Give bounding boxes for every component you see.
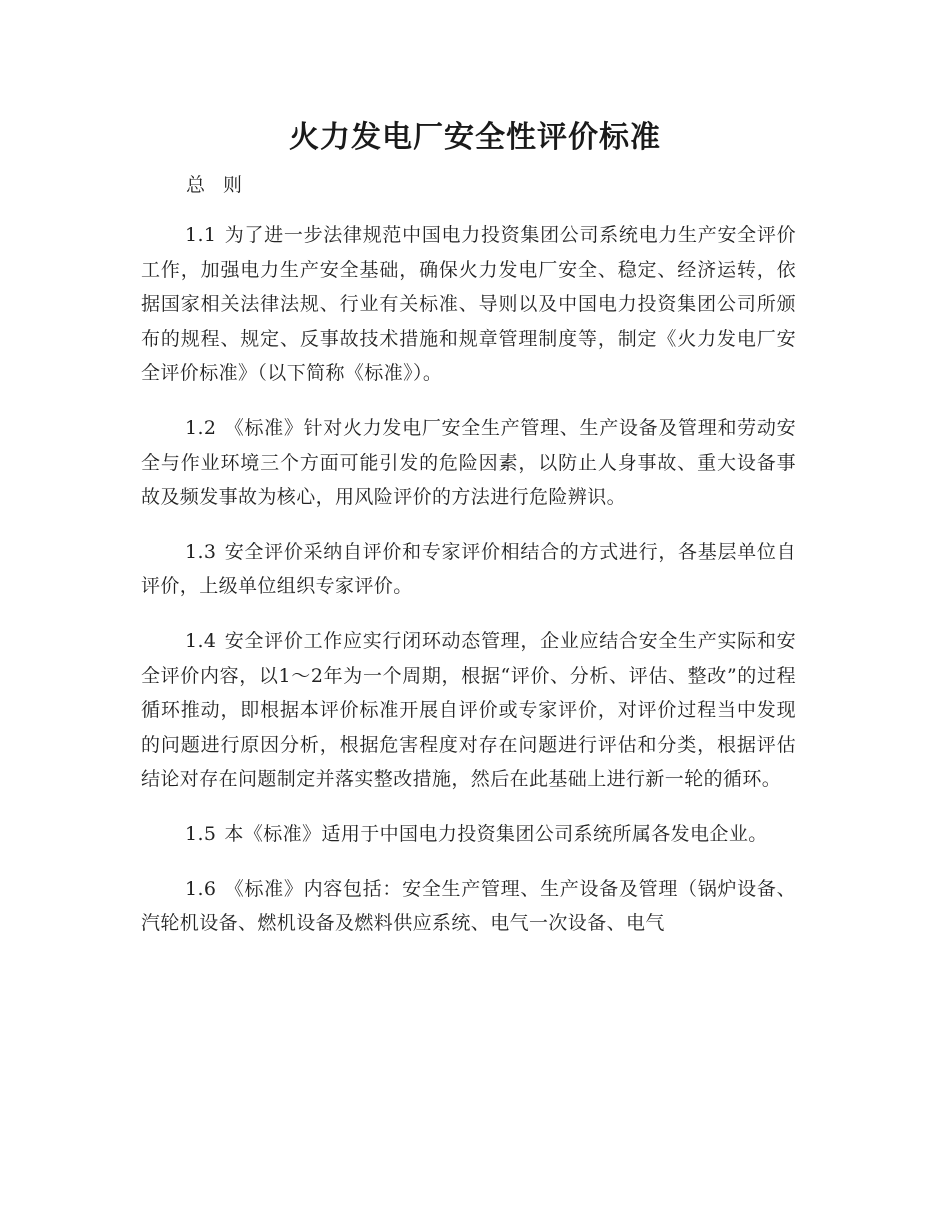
paragraph-number: 1.3: [185, 540, 217, 563]
paragraph-1-2: [141, 411, 796, 515]
paragraph-1-1: [141, 218, 796, 391]
paragraph-1-3: [141, 535, 796, 604]
paragraph-1-4: [141, 624, 796, 797]
paragraph-number: 1.6: [185, 877, 217, 900]
paragraph-text: 安全评价采纳自评价和专家评价相结合的方式进行，各基层单位自评价，上级单位组织专家评价。: [141, 540, 796, 598]
paragraph-number: 1.1: [185, 224, 217, 246]
paragraph-number: 1.2: [185, 416, 217, 439]
document-body: [141, 218, 796, 961]
paragraph-text: 为了进一步法律规范中国电力投资集团公司系统电力生产安全评价工作，加强电力生产安全基础，确保火力发电厂安全、稳定、经济运转，依据国家相关法律法规、行业有关标准、导则以及中国电力投资集团公司所颁布的规程、规定、反事故技术措施和规章管理制度等，制定《火力发电厂安全评价标准》（以下简称《标准》）。: [141, 224, 796, 385]
paragraph-number: 1.5: [185, 822, 217, 845]
paragraph-text: 本《标准》适用于中国电力投资集团公司系统所属各发电企业。: [224, 822, 768, 845]
document-title: 火力发电厂安全性评价标准: [289, 120, 661, 155]
paragraph-1-5: [141, 817, 796, 852]
section-heading: 总 则: [186, 174, 249, 196]
paragraph-text: 《标准》内容包括：安全生产管理、生产设备及管理（锅炉设备、汽轮机设备、燃机设备及燃料供应系统、电气一次设备、电气: [141, 877, 796, 935]
paragraph-1-6: [141, 872, 796, 941]
paragraph-text: 安全评价工作应实行闭环动态管理，企业应结合安全生产实际和安全评价内容，以1～2年为一个周期，根据“评价、分析、评估、整改”的过程循环推动，即根据本评价标准开展自评价或专家评价，对评价过程当中发现的问题进行原因分析，根据危害程度对存在问题进行评估和分类，根据评估结论对存在问题制定并落实整改措施，然后在此基础上进行新一轮的循环。: [141, 629, 796, 791]
paragraph-number: 1.4: [185, 629, 217, 652]
paragraph-text: 《标准》针对火力发电厂安全生产管理、生产设备及管理和劳动安全与作业环境三个方面可能引发的危险因素，以防止人身事故、重大设备事故及频发事故为核心，用风险评价的方法进行危险辨识。: [141, 416, 796, 509]
